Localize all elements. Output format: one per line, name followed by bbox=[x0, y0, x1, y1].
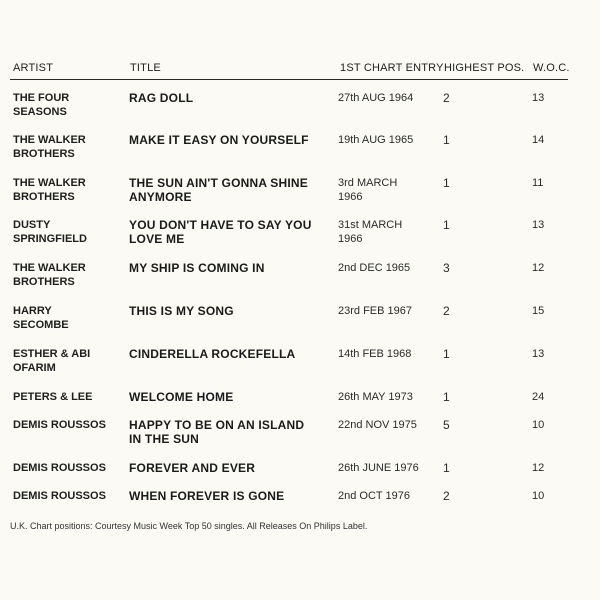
artist-name: DEMIS ROUSSOS bbox=[13, 490, 106, 502]
song-title: HAPPY TO BE ON AN ISLAND IN THE SUN bbox=[129, 418, 305, 446]
weeks-on-chart: 14 bbox=[532, 134, 545, 146]
header-artist: ARTIST bbox=[13, 62, 54, 74]
song-title: THE SUN AIN'T GONNA SHINE ANYMORE bbox=[129, 176, 308, 204]
song-title: WELCOME HOME bbox=[129, 390, 234, 404]
artist-name: THE WALKER BROTHERS bbox=[13, 177, 86, 203]
highest-position: 2 bbox=[443, 489, 450, 503]
artist-name: DEMIS ROUSSOS bbox=[13, 419, 106, 431]
highest-position: 1 bbox=[443, 390, 450, 404]
highest-position: 1 bbox=[443, 347, 450, 361]
first-chart-entry: 3rd MARCH 1966 bbox=[338, 177, 398, 203]
highest-position: 1 bbox=[443, 133, 450, 147]
first-chart-entry: 27th AUG 1964 bbox=[338, 92, 414, 104]
highest-position: 3 bbox=[443, 261, 450, 275]
footnote: U.K. Chart positions: Courtesy Music Week Top 50 singles. All Releases On Philips Label. bbox=[10, 521, 368, 531]
weeks-on-chart: 10 bbox=[532, 490, 545, 502]
weeks-on-chart: 11 bbox=[532, 177, 544, 189]
song-title: WHEN FOREVER IS GONE bbox=[129, 489, 285, 503]
first-chart-entry: 2nd DEC 1965 bbox=[338, 262, 411, 274]
artist-name: ESTHER & ABI OFARIM bbox=[13, 348, 91, 374]
highest-position: 1 bbox=[443, 176, 450, 190]
table-header bbox=[0, 62, 600, 76]
first-chart-entry: 2nd OCT 1976 bbox=[338, 490, 410, 502]
weeks-on-chart: 24 bbox=[532, 391, 545, 403]
song-title: MAKE IT EASY ON YOURSELF bbox=[129, 133, 309, 147]
weeks-on-chart: 12 bbox=[532, 462, 545, 474]
highest-position: 2 bbox=[443, 304, 450, 318]
weeks-on-chart: 13 bbox=[532, 92, 545, 104]
artist-name: DEMIS ROUSSOS bbox=[13, 462, 106, 474]
first-chart-entry: 26th MAY 1973 bbox=[338, 391, 413, 403]
song-title: CINDERELLA ROCKEFELLA bbox=[129, 347, 296, 361]
first-chart-entry: 22nd NOV 1975 bbox=[338, 419, 417, 431]
artist-name: HARRY SECOMBE bbox=[13, 305, 69, 331]
song-title: RAG DOLL bbox=[129, 91, 194, 105]
highest-position: 2 bbox=[443, 91, 450, 105]
first-chart-entry: 19th AUG 1965 bbox=[338, 134, 414, 146]
artist-name: PETERS & LEE bbox=[13, 391, 93, 403]
artist-name: THE WALKER BROTHERS bbox=[13, 262, 86, 288]
header-first-chart-entry: 1ST CHART ENTRY bbox=[340, 62, 444, 74]
weeks-on-chart: 10 bbox=[532, 419, 545, 431]
first-chart-entry: 26th JUNE 1976 bbox=[338, 462, 419, 474]
song-title: MY SHIP IS COMING IN bbox=[129, 261, 265, 275]
first-chart-entry: 31st MARCH 1966 bbox=[338, 219, 403, 245]
weeks-on-chart: 13 bbox=[532, 348, 545, 360]
header-title: TITLE bbox=[130, 62, 161, 74]
header-weeks-on-chart: W.O.C. bbox=[533, 62, 570, 74]
song-title: THIS IS MY SONG bbox=[129, 304, 234, 318]
artist-name: THE WALKER BROTHERS bbox=[13, 134, 86, 160]
weeks-on-chart: 12 bbox=[532, 262, 545, 274]
first-chart-entry: 14th FEB 1968 bbox=[338, 348, 412, 360]
header-divider bbox=[10, 79, 568, 80]
weeks-on-chart: 13 bbox=[532, 219, 545, 231]
song-title: YOU DON'T HAVE TO SAY YOU LOVE ME bbox=[129, 218, 312, 246]
weeks-on-chart: 15 bbox=[532, 305, 545, 317]
highest-position: 5 bbox=[443, 418, 450, 432]
song-title: FOREVER AND EVER bbox=[129, 461, 256, 475]
header-highest-position: HIGHEST POS. bbox=[444, 62, 525, 74]
first-chart-entry: 23rd FEB 1967 bbox=[338, 305, 412, 317]
artist-name: DUSTY SPRINGFIELD bbox=[13, 219, 87, 245]
artist-name: THE FOUR SEASONS bbox=[13, 92, 70, 118]
highest-position: 1 bbox=[443, 461, 450, 475]
highest-position: 1 bbox=[443, 218, 450, 232]
